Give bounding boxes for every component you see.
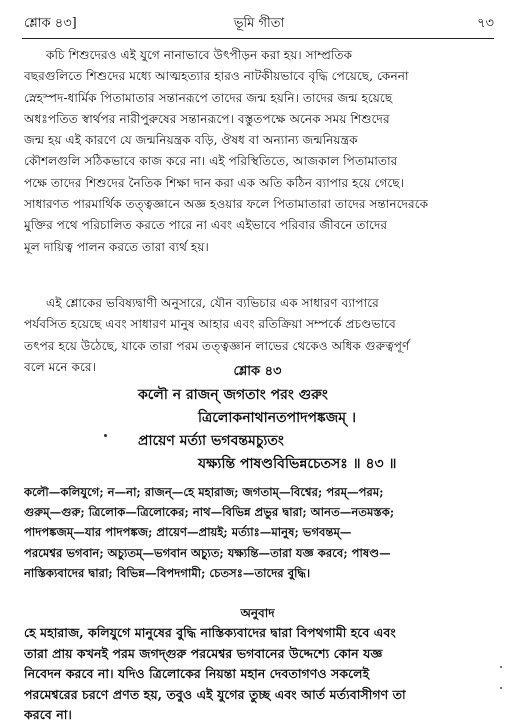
verse-line-2: ত্রিলোকনাথানতপাদপঙ্কজম্ । xyxy=(198,410,356,426)
synonym-line: গুরুম্—গুরু; ত্রিলোক—ত্রিলোকের; নাথ—বিভিন্ন প্রভুর দ্বারা; আনত—নতমস্তক; xyxy=(24,505,395,520)
verse-line-4: যক্ষ্যন্তি পাষণ্ডবিভিন্নচেতসঃ ॥ ৪৩ ॥ xyxy=(198,456,397,472)
margin-mark xyxy=(500,666,502,668)
verse-line-3: প্রায়েণ মর্ত্যা ভগবন্তমচ্যুতং xyxy=(138,433,284,449)
paragraph-line: এই শ্লোকের ভবিষ্যদ্বাণী অনুসারে, যৌন ব্যভিচার এক সাধারণ ব্যাপারে xyxy=(46,296,379,310)
paragraph-line: মূল দায়িত্ব পালন করতে তারা ব্যর্থ হয়। xyxy=(24,239,209,254)
synonym-line: কলৌ—কলিযুগে; ন—না; রাজন্—হে মহারাজ; জগতাম্—বিশ্বের; পরম্—পরম; xyxy=(24,485,384,499)
translation-text xyxy=(24,623,494,726)
translation-line: করবে না। xyxy=(24,707,72,722)
paragraph-line: তৎপর হয়ে উঠেছে, যাকে তারা পরম তত্ত্বজ্ঞান লাভের থেকেও অধিক গুরুত্বপূর্ণ xyxy=(24,338,410,353)
synonym-line: নাস্তিক্যবাদের দ্বারা; বিভিন্ন—বিপদগামী; চেতসঃ—তাদের বুদ্ধি। xyxy=(24,565,311,580)
paragraph-line: জন্ম হয় এই কারণে যে জন্মনিয়ন্ত্রক বড়ি, ঔষধ বা অন্যান্য জন্মনিয়ন্ত্রক xyxy=(24,133,358,148)
translation-line: পরমেশ্বরের চরণে প্রণত হয়, তবুও এই যুগের তুচ্ছ এবং আর্ত মর্ত্যবাসীগণ তা xyxy=(24,686,406,702)
purport-paragraph-1 xyxy=(24,45,494,258)
paragraph-line: স্নেহস্পদ-ধার্মিক পিতামাতার সন্তানরূপে তাদের জন্ম হয়নি। তাদের জন্ম হয়েছে xyxy=(24,90,393,105)
synonym-line: পরমেশ্বর ভগবান; অচ্যুতম্—ভগবান অচ্যুত; যক্ষ্যন্তি—তারা যজ্ঞ করবে; পাষণ্ড— xyxy=(24,545,391,560)
header-verse-ref: শ্লোক ৪৩] xyxy=(24,16,77,31)
paragraph-line: কৌশলগুলি সঠিকভাবে কাজ করে না। এই পরিস্থিতিতে, আজকাল পিতামাতার xyxy=(24,154,398,169)
translation-heading: অনুবাদ xyxy=(240,606,275,620)
paragraph-line: কচি শিশুদেরও এই যুগে নানাভাবে উৎপীড়ন করা হয়। সাম্প্রতিক xyxy=(46,48,353,62)
synonym-line: পাদপঙ্কজম্—যার পাদপঙ্কজ; প্রায়েণ—প্রায়ই; মর্ত্যাঃ—মানুষ; ভগবন্তম্— xyxy=(24,525,352,540)
paragraph-line: বলে মনে করে। xyxy=(24,359,96,374)
translation-line: হে মহারাজ, কলিযুগে মানুষের বুদ্ধি নাস্তিক্যবাদের দ্বারা বিপথগামী হবে এবং xyxy=(24,625,396,640)
header-page-number: ৭৩ xyxy=(477,16,494,31)
verse-line-1: কলৌ ন রাজন্ জগতাং পরং গুরুং xyxy=(138,387,328,403)
word-synonyms xyxy=(24,482,494,583)
header-book-title: ভূমি গীতা xyxy=(233,16,285,31)
paragraph-line: বছরগুলিতে শিশুদের মধ্যে আত্মহত্যার হারও নাটকীয়ভাবে বৃদ্ধি পেয়েছে, কেননা xyxy=(24,69,409,84)
paragraph-line: অধঃপতিত স্বার্থপর নারীপুরুষের সন্তানরূপে। বস্তুতপক্ষে অনেক সময় শিশুদের xyxy=(24,111,390,126)
margin-mark xyxy=(500,687,502,689)
paragraph-line: পর্যবসিত হয়েছে এবং সাধারণ মানুষ আহার এবং রতিক্রিয়া সম্পর্কে প্রচণ্ডভাবে xyxy=(24,317,396,332)
print-speck xyxy=(104,434,107,437)
page-header xyxy=(24,14,494,34)
header-divider xyxy=(22,38,494,39)
verse-heading: শ্লোক ৪৩ xyxy=(233,364,282,379)
translation-line: তারা প্রায় কখনই পরম জগদ্গুরু পরমেশ্বর ভগবানের উদ্দেশ্যে কোন যজ্ঞ xyxy=(24,645,383,661)
translation-line: নিবেদন করবে না। যদিও ত্রিলোকের নিয়ন্তা মহান দেবতাগণও সকলেই xyxy=(24,666,370,681)
paragraph-line: সাধারণত পারমার্থিক তত্ত্বজ্ঞানে অজ্ঞ হওয়ার ফলে পিতামাতারা তাদের সন্তানদেরকে xyxy=(24,197,429,212)
paragraph-line: মুক্তির পথে পরিচালিত করতে পারে না এবং এইভাবে পরিবার জীবনে তাদের xyxy=(24,218,388,233)
paragraph-line: পক্ষে তাদের শিশুদের নৈতিক শিক্ষা দান করা এক অতি কঠিন ব্যাপার হয়ে গেছে। xyxy=(24,175,405,190)
